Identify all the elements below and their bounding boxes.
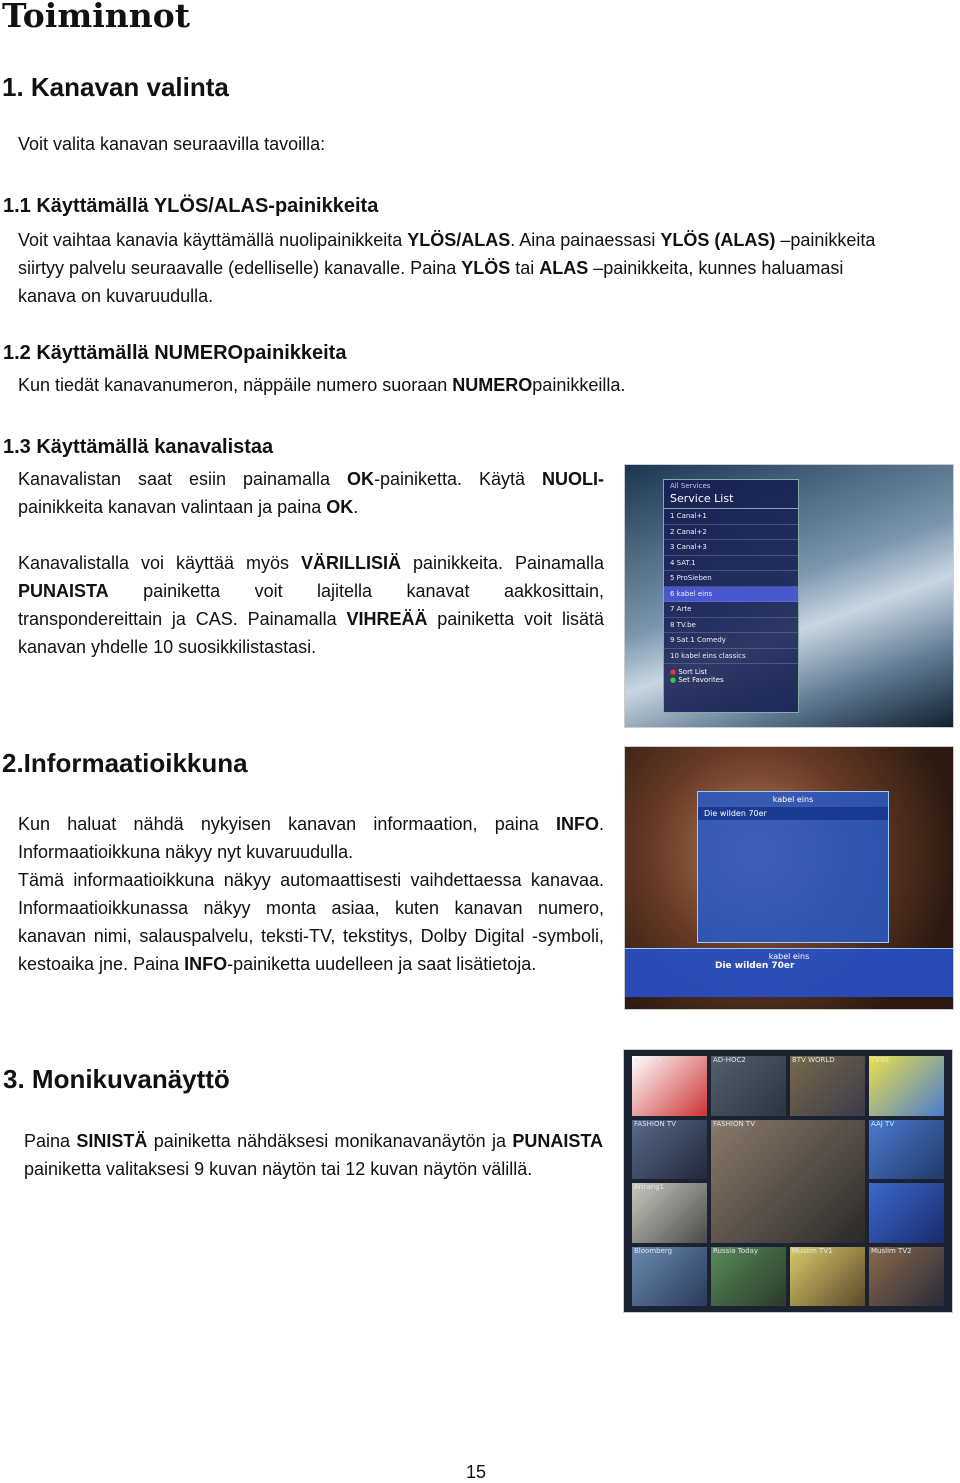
mosaic-tile: [869, 1056, 944, 1116]
sort-list-text: Sort List: [678, 668, 708, 676]
text: . Informaatioikkuna näkyy nyt kuvaruudulla.: [18, 814, 604, 862]
key-up-down: YLÖS/ALAS: [407, 230, 511, 250]
section-1-3-heading: 1.3 Käyttämällä kanavalistaa: [3, 436, 274, 458]
text: Kanavalistan saat esiin painamalla: [18, 469, 347, 489]
key-ok: OK: [326, 497, 354, 517]
service-row: 7 Arte: [664, 602, 798, 618]
service-row: 3 Canal+3: [664, 540, 798, 556]
text: painiketta valitaksesi 9 kuvan näytön tai 12 kuvan näytön välillä.: [24, 1159, 533, 1179]
service-row-selected: 6 kabel eins: [664, 587, 798, 603]
info-bar-program: Die wilden 70er: [715, 961, 795, 971]
text: painiketta voit lajitella kanavat aakkosittain, transpondereittain ja CAS. Painamalla: [18, 581, 604, 629]
key-down: ALAS: [539, 258, 589, 278]
text: painiketta nähdäksesi monikanavanäytön ja: [147, 1131, 513, 1151]
text: .: [353, 497, 359, 517]
service-row: 9 Sat.1 Comedy: [664, 633, 798, 649]
text: painikkeita kanavan valintaan ja paina: [18, 497, 327, 517]
key-red: PUNAISTA: [18, 581, 109, 601]
key-ok: OK: [347, 469, 374, 489]
key-colour: VÄRILLISIÄ: [300, 553, 401, 573]
tile-label: Arirang1: [634, 1183, 665, 1191]
set-favorites-text: Set Favorites: [678, 676, 724, 684]
red-dot-icon: ●: [670, 668, 677, 676]
section-1-heading: 1. Kanavan valinta: [2, 72, 229, 102]
text: painiketta voit lisätä kanavan yhdelle 10 suosikkilistastasi.: [18, 609, 604, 657]
sort-list-label: [670, 668, 792, 676]
page-title: Toiminnot: [2, 0, 191, 35]
text: painikkeita. Painamalla: [400, 553, 605, 573]
key-green: VIHREÄÄ: [346, 609, 428, 629]
key-info: INFO: [184, 954, 228, 974]
tile-label: Muslim TV1: [792, 1246, 833, 1255]
service-list-panel: [663, 479, 799, 713]
mosaic-tile: [632, 1247, 707, 1307]
tile-label: BTV WORLD: [792, 1056, 835, 1064]
key-up: YLÖS: [461, 258, 511, 278]
section-1-1-heading: 1.1 Käyttämällä YLÖS/ALAS-painikkeita: [3, 195, 379, 217]
section-1-2-text: [18, 371, 625, 399]
text: tai: [510, 258, 540, 278]
mosaic-tile: [869, 1183, 944, 1243]
section-2-p1: [18, 810, 604, 866]
tile-label: Russia Today: [713, 1246, 758, 1255]
mosaic-tile: [790, 1056, 865, 1116]
section-1-2-heading: 1.2 Käyttämällä NUMEROpainikkeita: [3, 342, 347, 364]
mosaic-tile: [869, 1247, 944, 1307]
text: -painiketta uudelleen ja saat lisätietoja.: [227, 954, 537, 974]
text: –painikkeita, kunnes haluamasi: [588, 258, 844, 278]
service-list-screenshot: [624, 464, 954, 728]
section-3-heading: 3. Monikuvanäyttö: [3, 1064, 230, 1094]
info-window-screenshot: [624, 746, 954, 1010]
page-number: 15: [466, 1462, 487, 1482]
tile-label: FASHION TV: [713, 1119, 755, 1128]
text: Tämä informaatioikkuna näkyy automaattisesti vaihdettaessa kanavaa. Informaatioikkunassa näkyy monta asiaa, kuten kanavan numero, kanavan nimi, salauspalvelu, teksti-TV, tekstitys, Dolby Digital -symboli, kestoaika jne. Paina: [18, 870, 604, 974]
service-row: 10 kabel eins classics: [664, 649, 798, 665]
mosaic-tile: [632, 1183, 707, 1243]
info-program: Die wilden 70er: [698, 807, 888, 820]
text: kanava on kuvaruudulla.: [18, 286, 214, 306]
section-1-intro: Voit valita kanavan seuraavilla tavoilla:: [18, 134, 326, 154]
text: Kun tiedät kanavanumeron, näppäile numero suoraan: [18, 375, 453, 395]
info-bar-channel: kabel eins: [768, 952, 810, 961]
key-up-down: YLÖS (ALAS): [660, 230, 776, 250]
service-row: 8 TV.be: [664, 618, 798, 634]
tile-label: AZIO TV: [634, 1056, 663, 1064]
key-red: PUNAISTA: [512, 1131, 604, 1151]
tile-label: AD-HOC2: [713, 1056, 746, 1064]
set-favorites-label: [670, 676, 792, 684]
section-1-1-text: [18, 226, 953, 310]
section-3-p1: [24, 1127, 603, 1183]
tile-label: Muslim TV2: [871, 1246, 912, 1255]
tile-label: TV88: [871, 1056, 889, 1064]
mosaic-tile: [711, 1120, 865, 1243]
key-arrow: NUOLI-: [542, 469, 604, 489]
section-2-p2: [18, 866, 604, 978]
text: . Aina painaessasi: [510, 230, 661, 250]
text: Voit vaihtaa kanavia käyttämällä nuolipainikkeita: [18, 230, 408, 250]
service-list-header: All Services: [670, 482, 711, 490]
mosaic-tile: [711, 1247, 786, 1307]
text: -painiketta. Käytä: [374, 469, 542, 489]
mosaic-tile: [632, 1120, 707, 1180]
mosaic-tile: [711, 1056, 786, 1116]
text: Kun haluat nähdä nykyisen kanavan informaation, paina: [18, 814, 556, 834]
info-bar: [625, 948, 953, 997]
text: painikkeilla.: [532, 375, 626, 395]
mosaic-tile: [632, 1056, 707, 1116]
key-number: NUMERO: [452, 375, 533, 395]
service-row: 2 Canal+2: [664, 525, 798, 541]
section-1-3-p2: [18, 549, 604, 661]
text: –painikkeita: [775, 230, 876, 250]
tile-label: Bloomberg: [634, 1246, 673, 1255]
info-panel: [697, 791, 889, 943]
tile-label: FASHION TV: [634, 1119, 676, 1128]
text: Kanavalistalla voi käyttää myös: [18, 553, 301, 573]
section-2-heading: 2.Informaatioikkuna: [2, 748, 248, 778]
text: siirtyy palvelu seuraavalle (edelliselle) kanavalle. Paina: [18, 258, 462, 278]
service-row: 4 SAT.1: [664, 556, 798, 572]
green-dot-icon: ●: [670, 676, 677, 684]
key-info: INFO: [555, 814, 599, 834]
key-blue: SINISTÄ: [76, 1131, 148, 1151]
multi-picture-screenshot: [623, 1049, 953, 1313]
section-1-3-p1: [18, 465, 604, 521]
mosaic-tile: [869, 1120, 944, 1180]
tile-label: AAJ TV: [871, 1119, 895, 1128]
text: Paina: [24, 1131, 77, 1151]
info-channel: kabel eins: [772, 795, 814, 804]
service-list-title: Service List: [664, 492, 798, 509]
service-row: 1 Canal+1: [664, 509, 798, 525]
mosaic-tile: [790, 1247, 865, 1307]
service-row: 5 ProSieben: [664, 571, 798, 587]
